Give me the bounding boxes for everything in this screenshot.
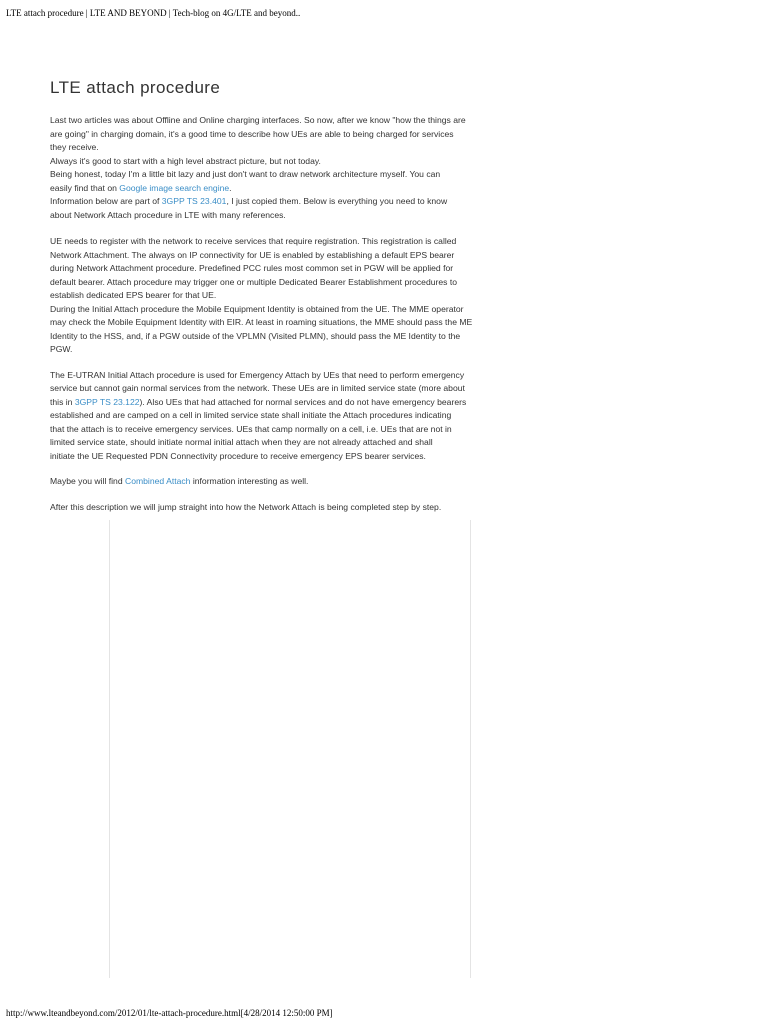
- embedded-figure-frame: [109, 520, 471, 978]
- text-line: service but cannot gain normal services from the network. These UEs are in limited service state (more about: [50, 383, 465, 393]
- registration-paragraph: [50, 235, 540, 357]
- text-line: about Network Attach procedure in LTE with many references.: [50, 209, 286, 220]
- closing-paragraph: After this description we will jump straight into how the Network Attach is being completed step by step.: [50, 501, 442, 512]
- 3gpp-ts-23401-link[interactable]: 3GPP TS 23.401: [161, 196, 227, 206]
- text-fragment: , I just copied them. Below is everything you need to know: [226, 196, 448, 206]
- text-fragment: easily find that on: [50, 182, 120, 193]
- text-line: establish dedicated EPS bearer for that UE.: [50, 290, 217, 300]
- 3gpp-ts-23122-link[interactable]: 3GPP TS 23.122: [74, 396, 140, 407]
- text-line: they receive.: [50, 142, 99, 152]
- text-line: PGW.: [50, 344, 73, 354]
- text-line: Last two articles was about Offline and Online charging interfaces. So now, after we know "how the things are: [50, 115, 466, 125]
- text-fragment: .: [229, 182, 232, 193]
- google-image-search-link[interactable]: Google image search engine: [119, 182, 230, 193]
- print-footer: http://www.lteandbeyond.com/2012/01/lte-attach-procedure.html[4/28/2014 12:50:00 PM]: [6, 1008, 333, 1018]
- post-title: LTE attach procedure: [50, 78, 221, 97]
- text-line: The E-UTRAN Initial Attach procedure is used for Emergency Attach by UEs that need to perform emergency: [50, 369, 465, 380]
- text-line: may check the Mobile Equipment Identity with EIR. At least in roaming situations, the MME should pass the ME: [50, 317, 473, 327]
- text-line: Being honest, today I'm a little bit lazy and just don't want to draw network architecture myself. You can: [50, 169, 441, 179]
- text-line: Always it's good to start with a high level abstract picture, but not today.: [50, 155, 321, 166]
- emergency-attach-paragraph: [50, 369, 540, 464]
- blog-post: [50, 78, 540, 526]
- text-line: established and are camped on a cell in limited service state shall initiate the Attach procedures indicating: [50, 410, 452, 420]
- text-fragment: Information below are part of: [50, 196, 162, 206]
- text-line: During the Initial Attach procedure the Mobile Equipment Identity is obtained from the UE. The MME operator: [50, 303, 464, 314]
- text-line: Network Attachment. The always on IP connectivity for UE is enabled by establishing a default EPS bearer: [50, 249, 455, 260]
- text-line: initiate the UE Requested PDN Connectivity procedure to receive emergency EPS bearer services.: [50, 450, 426, 461]
- text-line: default bearer. Attach procedure may trigger one or multiple Dedicated Bearer Establishment procedures to: [50, 276, 457, 287]
- text-fragment: information interesting as well.: [190, 476, 309, 486]
- text-fragment: this in: [50, 396, 75, 407]
- text-line: during Network Attachment procedure. Predefined PCC rules most common set in PGW will be applied for: [50, 263, 454, 273]
- intro-paragraph: [50, 114, 540, 222]
- text-line: limited service state, should initiate normal initial attach when they are not already attached and shall: [50, 437, 433, 447]
- text-line: UE needs to register with the network to receive services that require registration. This registration is called: [50, 236, 457, 246]
- print-header: LTE attach procedure | LTE AND BEYOND | Tech-blog on 4G/LTE and beyond..: [6, 8, 301, 18]
- text-line: are going" in charging domain, it's a good time to describe how UEs are able to being charged for services: [50, 128, 454, 139]
- combined-attach-link[interactable]: Combined Attach: [125, 476, 191, 486]
- text-fragment: ). Also UEs that had attached for normal services and do not have emergency bearers: [139, 396, 467, 407]
- text-fragment: Maybe you will find: [50, 476, 125, 486]
- text-line: that the attach is to receive emergency services. UEs that camp normally on a cell, i.e. UEs that are not in: [50, 423, 452, 434]
- text-line: Identity to the HSS, and, if a PGW outside of the VPLMN (Visited PLMN), should pass the ME Identity to the: [50, 330, 461, 341]
- combined-attach-paragraph: [50, 475, 540, 489]
